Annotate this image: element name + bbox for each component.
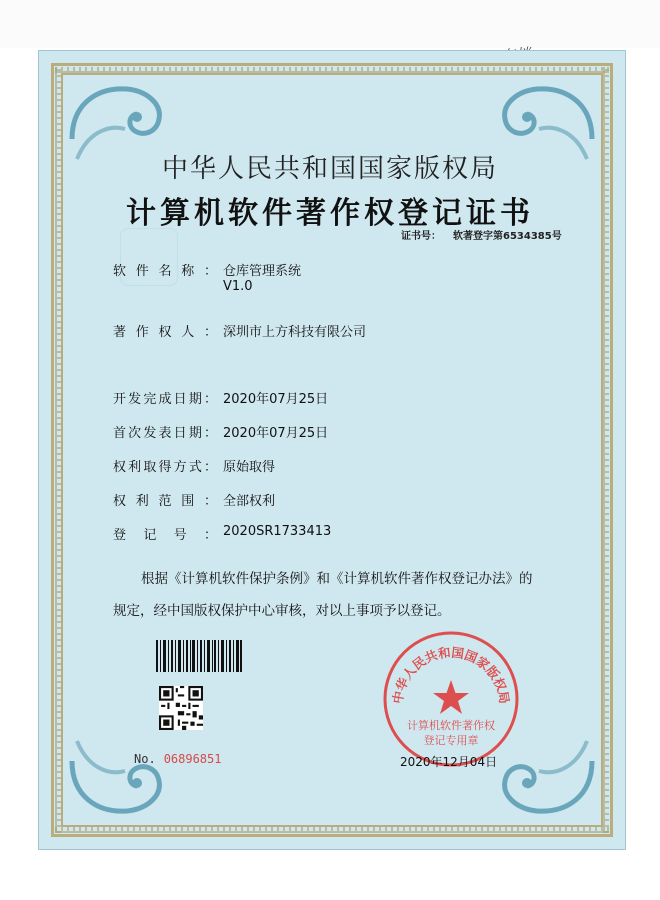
scan-margin	[0, 0, 660, 48]
official-seal	[380, 628, 522, 770]
field-development-date	[113, 388, 328, 407]
field-value-version: V1.0	[223, 279, 253, 294]
field-acquisition-method	[113, 456, 275, 475]
field-label: 著作权人：	[113, 325, 217, 340]
field-rights-scope	[113, 490, 275, 509]
field-value: 深圳市上方科技有限公司	[223, 325, 367, 340]
field-value: 仓库管理系统	[223, 264, 302, 279]
statement-line-1: 根据《计算机软件保护条例》和《计算机软件著作权登记办法》的	[141, 571, 533, 587]
field-label: 登记号：	[113, 528, 217, 543]
field-value: 2020年07月25日	[223, 392, 329, 407]
field-label: 首次发表日期：	[113, 426, 217, 441]
field-label: 软件名称：	[113, 264, 217, 279]
field-value: 全部权利	[223, 494, 276, 509]
issuer-title: 中华人民共和国国家版权局	[161, 154, 498, 184]
field-software-name	[113, 260, 301, 294]
field-value: 2020年07月25日	[223, 426, 329, 441]
field-label: 开发完成日期：	[113, 392, 217, 407]
barcode	[156, 640, 242, 672]
certificate-number-label: 证书号：	[401, 231, 441, 242]
certificate-title: 计算机软件著作权登记证书	[126, 196, 534, 231]
certificate-number-value: 软著登字第6534385号	[453, 231, 562, 242]
certificate-number	[401, 227, 562, 242]
seal-arc-text: 中华人民共和国国家版权局	[389, 644, 513, 705]
field-publication-date	[113, 422, 328, 441]
seal-line-2: 登记专用章	[423, 734, 479, 747]
star-icon	[433, 680, 469, 714]
serial-prefix: No.	[134, 752, 156, 766]
field-copyright-owner	[113, 321, 366, 340]
field-value: 原始取得	[223, 460, 276, 475]
fret-border-bottom	[55, 827, 609, 833]
seal-line-1: 计算机软件著作权	[407, 719, 495, 732]
serial-value: 06896851	[163, 752, 222, 766]
qr-code	[159, 686, 203, 730]
field-value: 2020SR1733413	[223, 524, 332, 539]
field-label: 权利取得方式：	[113, 460, 217, 475]
statement-line-2: 规定，经中国版权保护中心审核，对以上事项予以登记。	[113, 603, 451, 619]
field-label: 权利范围：	[113, 494, 217, 509]
issue-date: 2020年12月04日	[400, 755, 498, 769]
ornament-corner-bottom-left	[67, 731, 177, 821]
field-registration-number	[113, 524, 331, 543]
serial-number	[134, 752, 221, 766]
